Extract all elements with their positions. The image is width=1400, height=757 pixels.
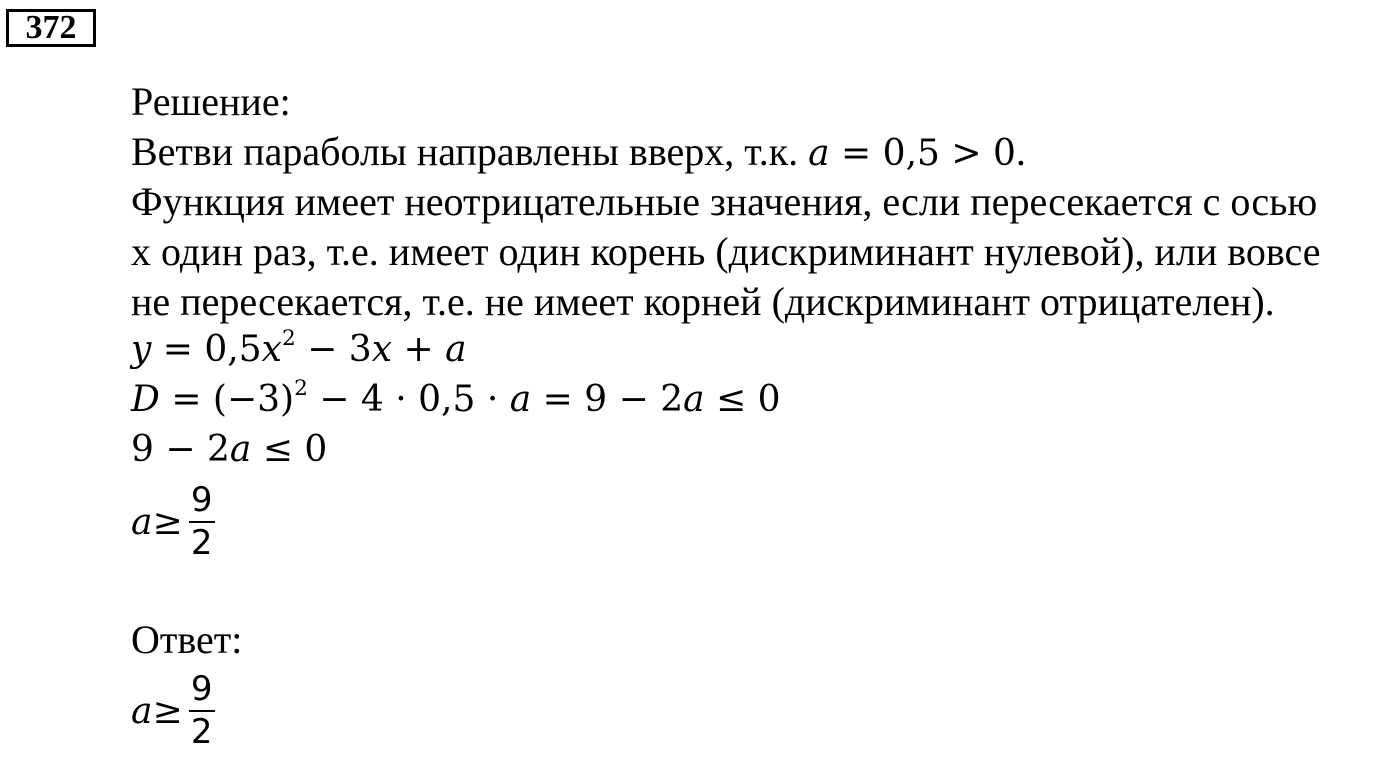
math-var-x: x [371, 329, 392, 370]
solution-label: Решение: [131, 79, 291, 124]
math-exponent: 2 [281, 325, 296, 351]
math-var-a: a [131, 690, 153, 732]
paragraph-line-2: Функция имеет неотрицательные значения, если пересекается с осью [131, 179, 1318, 224]
fraction [189, 668, 215, 752]
math-var-a: a [229, 429, 252, 470]
paragraph-line-4: не пересекается, т.е. не имеет корней (дискриминант отрицателен). [131, 279, 1275, 324]
math-text: + [392, 329, 446, 370]
math-inequality: = 0,5 > 0 [829, 133, 1016, 174]
equation-inequality [131, 429, 328, 470]
fraction-numerator: 9 [190, 479, 213, 520]
math-text: − 3 [295, 329, 372, 370]
math-var-a: a [683, 379, 705, 420]
problem-number: 372 [6, 9, 96, 47]
paragraph-line-3: х один раз, т.е. имеет один корень (дискриминант нулевой), или вовсе [131, 229, 1321, 274]
fraction [189, 479, 215, 563]
math-var-x: x [261, 329, 282, 370]
math-relation: ≥ [152, 501, 183, 543]
equation-result [131, 476, 215, 568]
equation-function [131, 325, 467, 370]
math-text: = (−3) [159, 379, 295, 420]
statement-period: . [1015, 129, 1026, 174]
math-relation: ≥ [152, 690, 183, 732]
math-exponent: 2 [294, 375, 308, 401]
statement-text: Ветви параболы направлены вверх, т.к. [131, 129, 809, 174]
answer-label: Ответ: [131, 617, 243, 662]
math-text: ≤ 0 [251, 429, 328, 470]
fraction-numerator: 9 [190, 668, 213, 709]
math-text: 9 − 2 [131, 429, 230, 470]
equation-discriminant [131, 375, 781, 420]
math-var-a: a [509, 379, 532, 420]
answer-result [131, 665, 215, 757]
math-var-D: D [131, 379, 160, 420]
math-text: = 0,5 [151, 329, 262, 370]
fraction-denominator: 2 [190, 712, 213, 752]
math-var-a: a [131, 501, 153, 543]
fraction-denominator: 2 [190, 523, 213, 563]
math-var-a: a [445, 329, 467, 370]
math-var-y: y [131, 329, 152, 370]
statement-line-1 [131, 129, 1026, 174]
math-var-a: a [808, 133, 830, 174]
math-text: = 9 − 2 [531, 379, 684, 420]
math-text: − 4 · 0,5 · [307, 379, 510, 420]
math-text: ≤ 0 [704, 379, 781, 420]
